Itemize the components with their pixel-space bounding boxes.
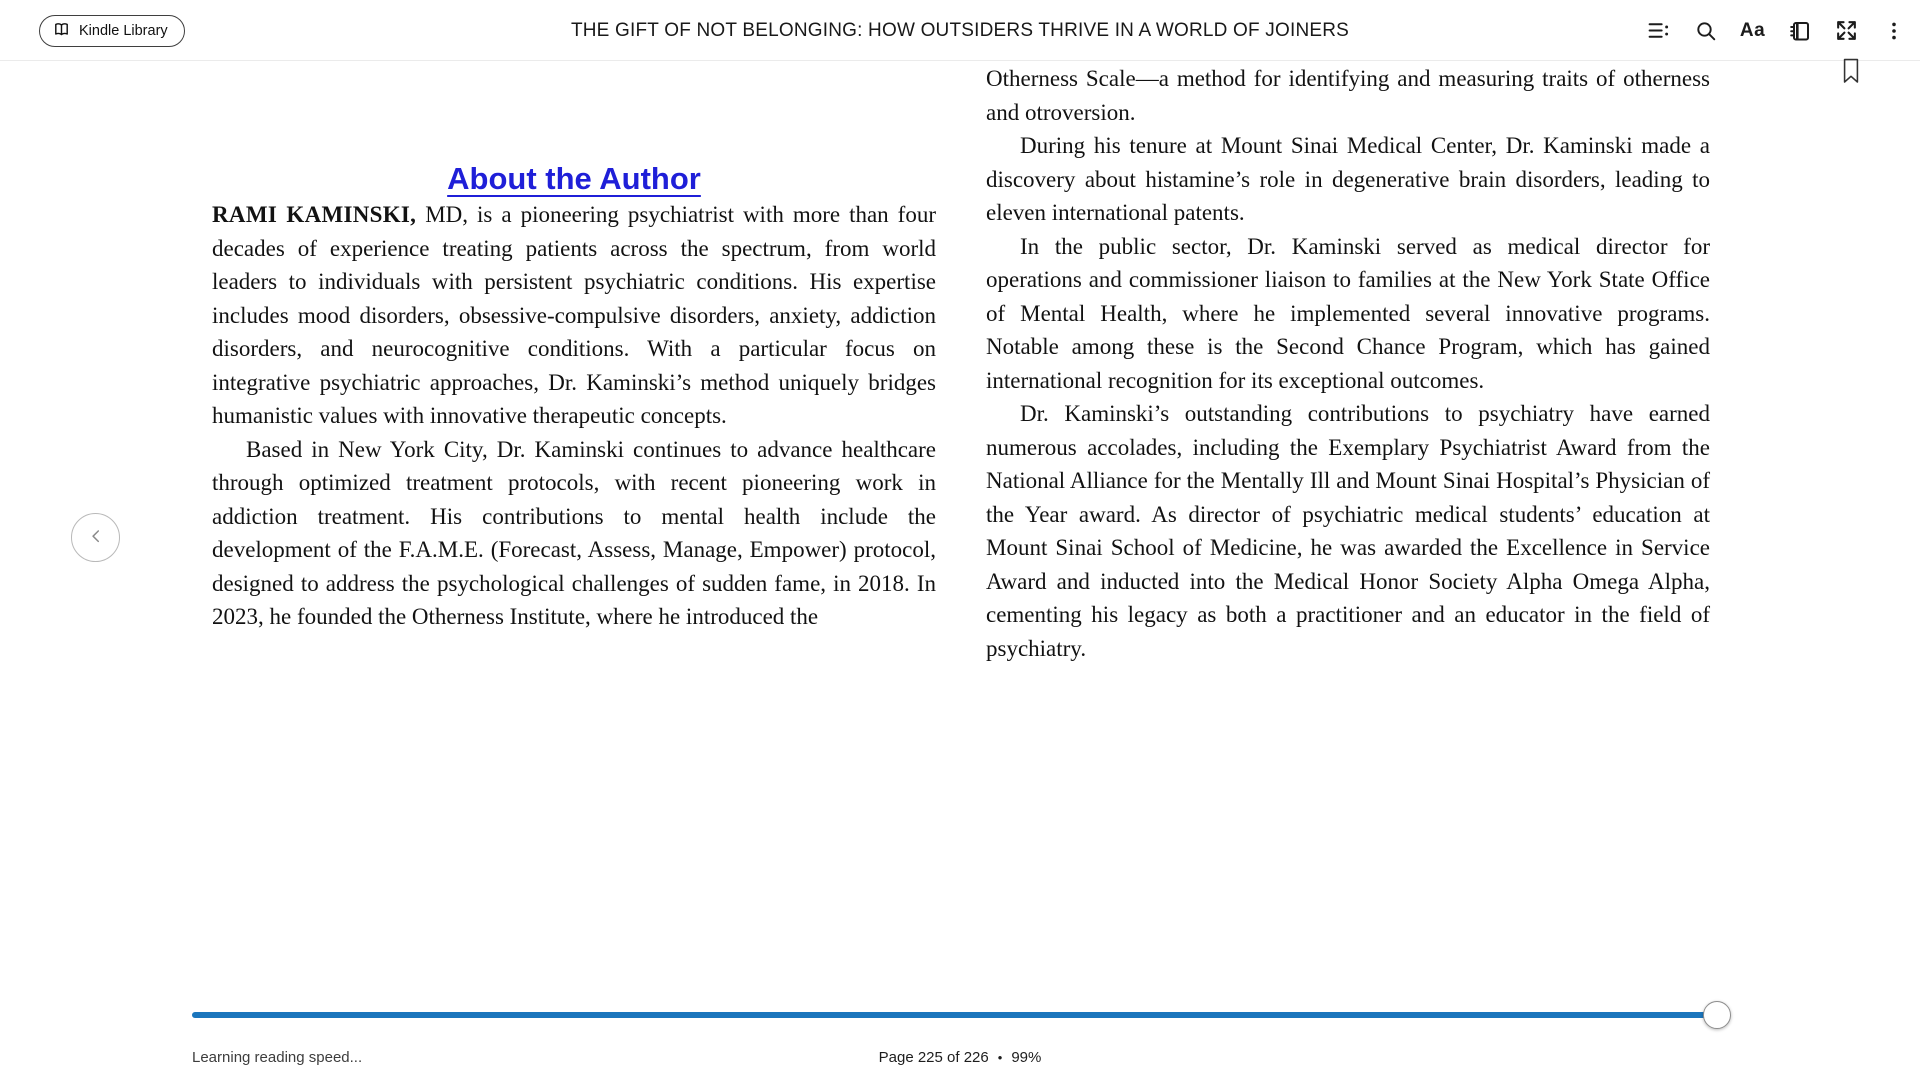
progress-fill <box>192 1012 1717 1018</box>
paragraph <box>212 198 936 433</box>
toc-button[interactable] <box>1645 17 1672 44</box>
bookmark-icon <box>1840 73 1862 88</box>
paragraph: Based in New York City, Dr. Kaminski continues to advance healthcare through optimized treatment protocols, with recent pioneering work in addiction treatment. His contributions to mental health include the development of the F.A.M.E. (Forecast, Assess, Manage, Empower) protocol, designed to address the psychological challenges of sudden fame, in 2018. In 2023, he founded the Otherness Institute, where he introduced the <box>212 436 936 629</box>
paragraph: Dr. Kaminski’s outstanding contributions to psychiatry have earned numerous accolades, including the Exemplary Psychiatrist Award from the National Alliance for the Mentally Ill and Mount Sinai Hospital’s Physician of the Year award. As director of psychiatric medical students’ education at Mount Sinai School of Medicine, he was awarded the Excellence in Service Award and inducted into the Medical Honor Society Alpha Omega Alpha, cementing his legacy as both a practitioner and an educator in the field of psychiatry. <box>986 401 1710 661</box>
search-icon <box>1694 19 1718 43</box>
paragraph: In the public sector, Dr. Kaminski served as medical director for operations and commissioner liaison to families at the New York State Office of Mental Health, where he implemented several innovative programs. Notable among these is the Second Chance Program, which has gained international recognition for its exceptional outcomes. <box>986 233 1710 393</box>
right-column <box>986 62 1710 665</box>
chapter-heading[interactable]: About the Author <box>447 161 701 196</box>
book-title: THE GIFT OF NOT BELONGING: HOW OUTSIDERS THRIVE IN A WORLD OF JOINERS <box>570 19 1350 41</box>
open-book-icon <box>52 20 71 43</box>
author-name-lead: RAMI KAMINSKI, <box>212 202 417 227</box>
font-settings-icon: Aa <box>1739 19 1766 41</box>
chevron-left-icon <box>85 525 107 550</box>
toc-icon <box>1646 18 1671 43</box>
separator-dot: • <box>997 1050 1003 1065</box>
page-layout-button[interactable] <box>1786 17 1813 44</box>
reading-speed-status: Learning reading speed... <box>192 1049 363 1066</box>
paragraph-text: MD, is a pioneering psychiatrist with more than four decades of experience treating patients across the spectrum, from world leaders to individuals with persistent psychiatric conditions. His expertise includes mood disorders, obsessive-compulsive disorders, anxiety, addiction disorders, and neurocognitive conditions. With a particular focus on integrative psychiatric approaches, Dr. Kaminski’s method uniquely bridges humanistic values with innovative therapeutic concepts. <box>212 202 936 428</box>
kindle-library-label: Kindle Library <box>79 23 168 39</box>
paragraph: Otherness Scale—a method for identifying and measuring traits of otherness and otroversion. <box>986 66 1710 125</box>
kebab-menu-icon <box>1882 19 1906 43</box>
progress-slider[interactable] <box>192 1001 1729 1029</box>
progress-handle[interactable] <box>1703 1001 1731 1029</box>
more-options-button[interactable] <box>1880 17 1907 44</box>
paragraph: During his tenure at Mount Sinai Medical Center, Dr. Kaminski made a discovery about histamine’s role in degenerative brain disorders, leading to eleven international patents. <box>986 133 1710 225</box>
top-bar <box>0 0 1920 61</box>
fullscreen-icon <box>1834 18 1859 43</box>
left-column <box>212 62 936 665</box>
page-info: Page 225 of 226 <box>878 1049 989 1066</box>
toolbar-actions <box>1645 0 1907 61</box>
kindle-library-button[interactable] <box>39 15 185 47</box>
percent-read: 99% <box>1011 1049 1042 1066</box>
page-layout-icon <box>1788 19 1812 43</box>
progress-track[interactable] <box>192 1012 1729 1018</box>
font-settings-button[interactable] <box>1739 17 1766 44</box>
prev-page-button[interactable] <box>71 513 120 562</box>
bookmark-button[interactable] <box>1840 57 1862 85</box>
fullscreen-button[interactable] <box>1833 17 1860 44</box>
reading-area <box>212 62 1710 665</box>
page-indicator <box>0 1049 1920 1066</box>
search-button[interactable] <box>1692 17 1719 44</box>
